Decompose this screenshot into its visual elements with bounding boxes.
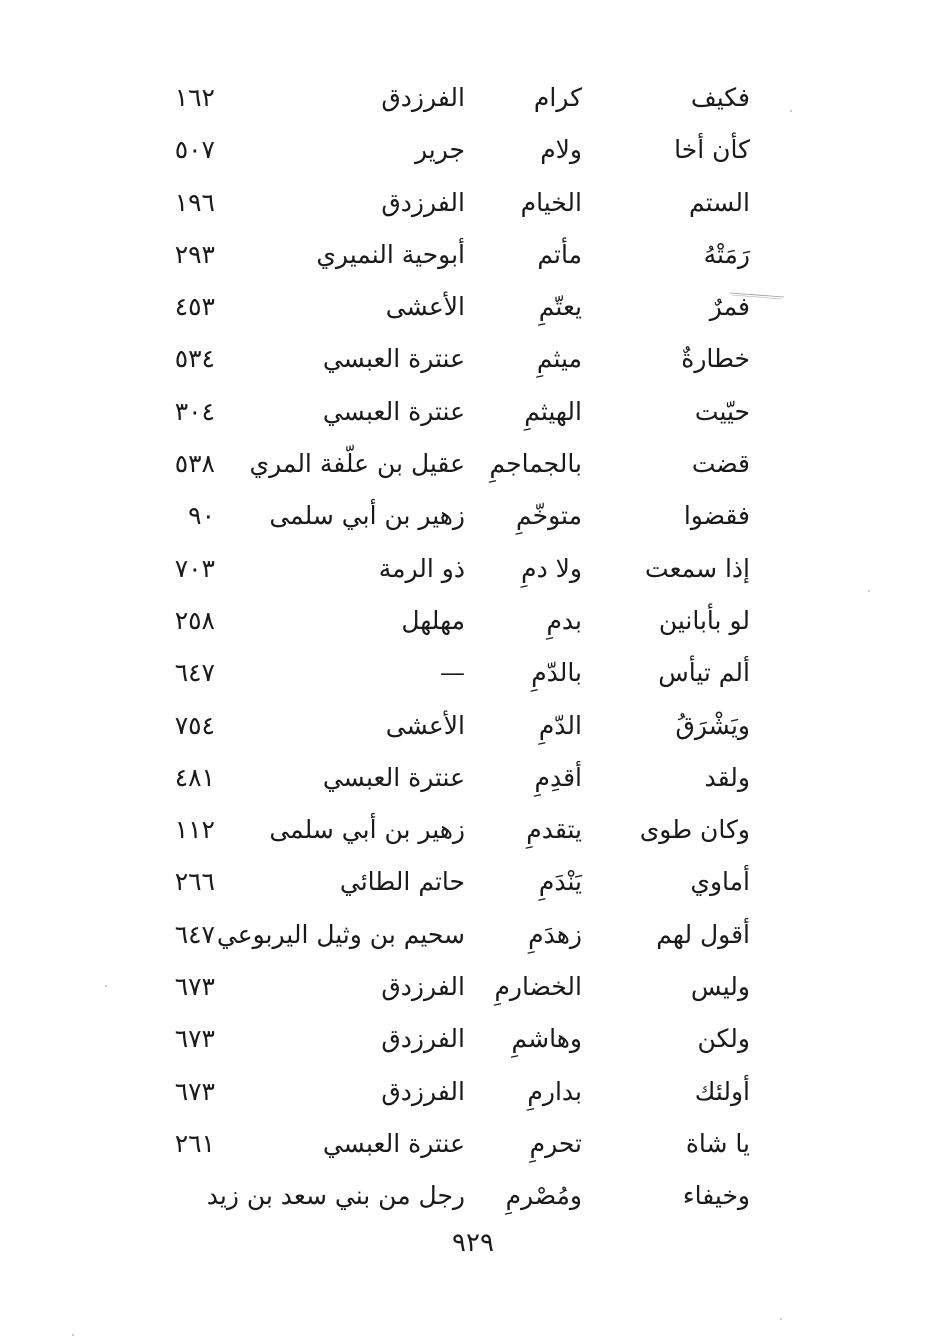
paper-speck — [790, 110, 792, 112]
poet-name: زهير بن أبي سلمى — [269, 501, 465, 531]
rhyme-word: أقدِمِ — [534, 762, 582, 792]
rhyme-word: متوخّمِ — [516, 501, 582, 531]
page-reference: ٦٧٣ — [174, 972, 215, 1002]
poet-name: عقيل بن علّفة المري — [249, 449, 465, 479]
index-row — [150, 961, 760, 1013]
poet-name: عنترة العبسي — [322, 1128, 465, 1158]
index-row — [150, 386, 760, 438]
page-reference: ٢٩٣ — [174, 239, 215, 269]
page-reference: ٦٤٧ — [174, 919, 215, 949]
rhyme-word: بدارمِ — [527, 1076, 582, 1106]
rhyme-word: ومُصْرمِ — [505, 1181, 582, 1211]
index-row — [150, 595, 760, 647]
page-reference: ٦٧٣ — [174, 1024, 215, 1054]
pen-stroke-mark — [730, 290, 784, 300]
opening-word: ويَشْرَقُ — [675, 710, 750, 740]
index-row — [150, 177, 760, 229]
poet-name: عنترة العبسي — [322, 762, 465, 792]
page-reference: ٥٣٤ — [174, 344, 215, 374]
index-row — [150, 438, 760, 490]
index-row — [150, 752, 760, 804]
opening-word: ولكن — [697, 1024, 750, 1054]
rhyme-word: الخيام — [520, 187, 582, 217]
poet-name: أبوحية النميري — [316, 239, 465, 269]
opening-word: أقول لهم — [656, 919, 750, 949]
poet-name: الأعشى — [385, 292, 465, 322]
opening-word: الستم — [688, 187, 750, 217]
index-row — [150, 700, 760, 752]
rhyme-index-table — [150, 72, 760, 1223]
page-reference: ٧٥٤ — [174, 710, 215, 740]
rhyme-word: يعتّمِ — [538, 292, 582, 322]
page-reference: ٣٠٤ — [174, 396, 215, 426]
rhyme-word: كرام — [533, 83, 582, 112]
rhyme-word: وهاشمِ — [511, 1024, 582, 1054]
index-row — [150, 647, 760, 699]
page-number: ٩٢٩ — [452, 1228, 494, 1258]
index-row — [150, 804, 760, 856]
page-reference: ٦٧٣ — [174, 1076, 215, 1106]
poet-name: الفرزدق — [381, 83, 465, 112]
poet-name: ذو الرمة — [378, 553, 465, 583]
index-row — [150, 281, 760, 333]
index-row — [150, 229, 760, 281]
index-row — [150, 490, 760, 542]
index-row — [150, 1118, 760, 1170]
opening-word: وخيفاء — [682, 1181, 750, 1211]
opening-word: إذا سمعت — [645, 553, 750, 583]
page-reference: ٤٥٣ — [174, 292, 215, 322]
opening-word: ولقد — [704, 762, 750, 792]
opening-word: خطارةٌ — [681, 344, 750, 374]
opening-word: فمرٌ — [709, 292, 750, 322]
index-row — [150, 1013, 760, 1065]
page-reference: ١٩٦ — [174, 187, 215, 217]
paper-speck — [868, 590, 870, 592]
page-reference — [145, 1170, 215, 1222]
opening-word: فكيف — [690, 83, 750, 112]
opening-word: قضت — [691, 449, 750, 479]
index-row — [150, 333, 760, 385]
rhyme-word: يتقدمِ — [526, 815, 582, 845]
index-row — [150, 1066, 760, 1118]
poet-name: الفرزدق — [381, 187, 465, 217]
page-reference: ٦٤٧ — [174, 658, 215, 688]
poet-name: حاتم الطائي — [339, 867, 465, 897]
page-reference: ٢٦١ — [174, 1128, 215, 1158]
index-row — [150, 543, 760, 595]
index-row — [150, 1170, 760, 1222]
poet-name: عنترة العبسي — [322, 396, 465, 426]
rhyme-word: تحرمِ — [529, 1128, 582, 1158]
poet-name: زهير بن أبي سلمى — [269, 815, 465, 845]
index-row — [150, 856, 760, 908]
poet-name: مهلهل — [401, 605, 465, 635]
opening-word: أماوي — [690, 867, 750, 897]
poet-name: رجل من بني سعد بن زيد — [206, 1181, 465, 1211]
poet-name: الفرزدق — [381, 972, 465, 1002]
poet-name: الفرزدق — [381, 1024, 465, 1054]
poet-name: جرير — [415, 135, 465, 165]
page-reference: ٧٠٣ — [174, 553, 215, 583]
rhyme-word: الخضارمِ — [494, 972, 582, 1002]
opening-word: كأن أخا — [674, 135, 750, 165]
index-row — [150, 909, 760, 961]
paper-speck — [105, 985, 107, 987]
poet-name: عنترة العبسي — [322, 344, 465, 374]
opening-word: أولئك — [694, 1076, 750, 1106]
rhyme-word: يَنْدَمِ — [538, 867, 582, 897]
page-reference: ٥٠٧ — [174, 135, 215, 165]
poet-name: سحيم بن وثيل اليربوعي — [216, 919, 465, 949]
opening-word: حيّيت — [694, 396, 750, 426]
page-reference: ٢٥٨ — [174, 605, 215, 635]
rhyme-word: ولا دمِ — [521, 553, 582, 583]
page-reference: ٤٨١ — [174, 762, 215, 792]
page-reference: ٥٣٨ — [174, 449, 215, 479]
opening-word: رَمَتْهُ — [703, 239, 750, 269]
opening-word: لو بأبانين — [658, 605, 750, 635]
opening-word: يا شاة — [685, 1128, 750, 1158]
rhyme-word: بدمِ — [546, 605, 582, 635]
opening-word: وليس — [690, 972, 750, 1002]
opening-word: فقضوا — [683, 501, 750, 531]
opening-word: وكان طوى — [639, 815, 750, 845]
paper-speck — [72, 1334, 74, 1336]
page-reference: ٢٦٦ — [174, 867, 215, 897]
rhyme-word: زهدَمِ — [528, 919, 582, 949]
rhyme-word: بالجماجمِ — [489, 449, 582, 479]
rhyme-word: ميثمِ — [536, 344, 582, 374]
index-row — [150, 72, 760, 124]
poet-name: — — [440, 658, 465, 688]
page-reference: ١١٢ — [174, 815, 215, 845]
rhyme-word: الدّمِ — [538, 710, 582, 740]
index-row — [150, 124, 760, 176]
poet-name: الأعشى — [385, 710, 465, 740]
paper-speck — [780, 1318, 782, 1320]
poet-name: الفرزدق — [381, 1076, 465, 1106]
rhyme-word: بالدّمِ — [531, 658, 582, 688]
rhyme-word: ولام — [540, 135, 582, 165]
rhyme-word: الهيثمِ — [524, 396, 582, 426]
opening-word: ألم تيأس — [658, 658, 750, 688]
page-reference: ١٦٢ — [174, 83, 215, 112]
rhyme-word: مأتم — [537, 239, 582, 269]
page-reference: ٩٠ — [188, 501, 215, 531]
